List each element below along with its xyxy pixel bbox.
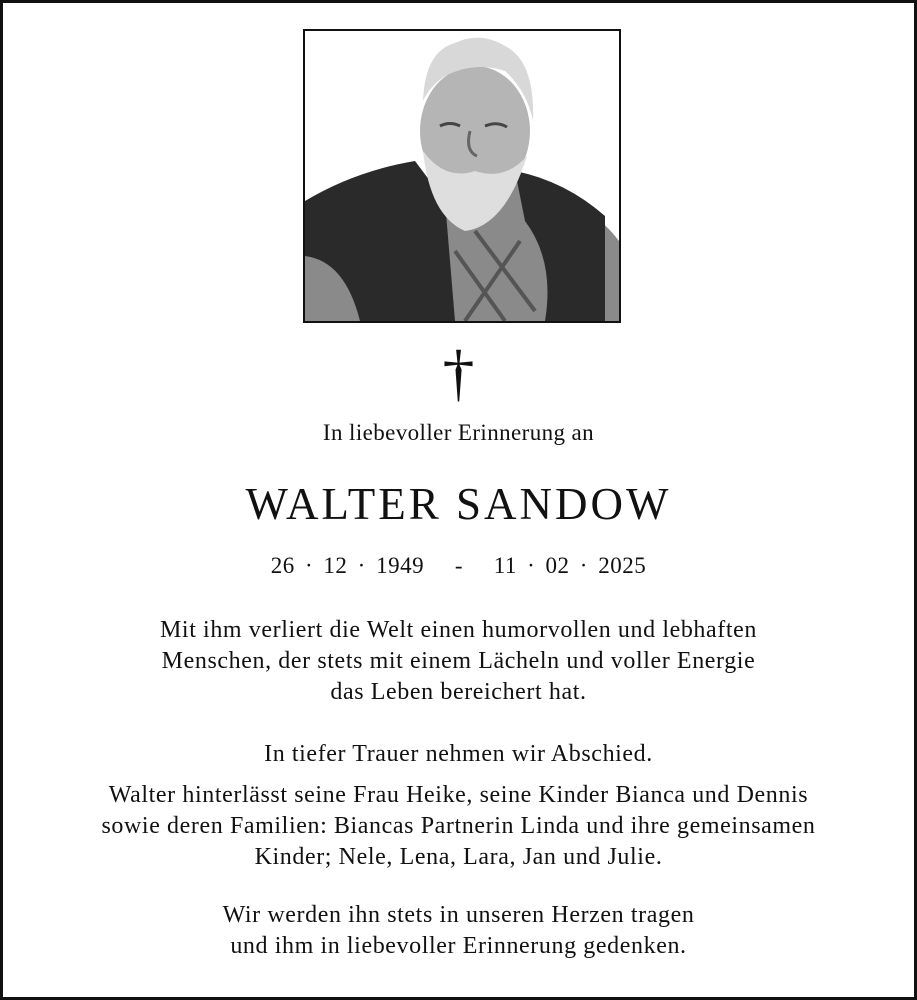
text-line: das Leben bereichert hat. [330, 679, 587, 705]
text-line: Mit ihm verliert die Welt einen humorvollen und lebhaften [159, 617, 758, 643]
life-dates: 26 · 12 · 1949 - 11 · 02 · 2025 [270, 553, 647, 578]
survivors-paragraph [0, 780, 917, 873]
deceased-name: WALTER SANDOW [245, 479, 672, 529]
text-line: Walter hinterlässt seine Frau Heike, seine Kinder Bianca und Dennis [108, 782, 809, 808]
intro-text: In liebevoller Erinnerung an [322, 420, 595, 445]
text-line: Kinder; Nele, Lena, Lara, Jan und Julie. [254, 844, 663, 870]
portrait-image [305, 31, 619, 321]
tribute-paragraph [0, 615, 917, 708]
closing-paragraph [0, 900, 917, 962]
text-line: sowie deren Familien: Biancas Partnerin Linda und ihre gemeinsamen [101, 813, 816, 839]
text-line: Menschen, der stets mit einem Lächeln und voller Energie [161, 648, 756, 674]
farewell-text: In tiefer Trauer nehmen wir Abschied. [264, 741, 653, 767]
text-line: und ihm in liebevoller Erinnerung gedenken. [230, 933, 687, 959]
text-line: Wir werden ihn stets in unseren Herzen tragen [222, 902, 695, 928]
cross-icon: † [442, 337, 475, 408]
portrait-photo [303, 29, 621, 323]
